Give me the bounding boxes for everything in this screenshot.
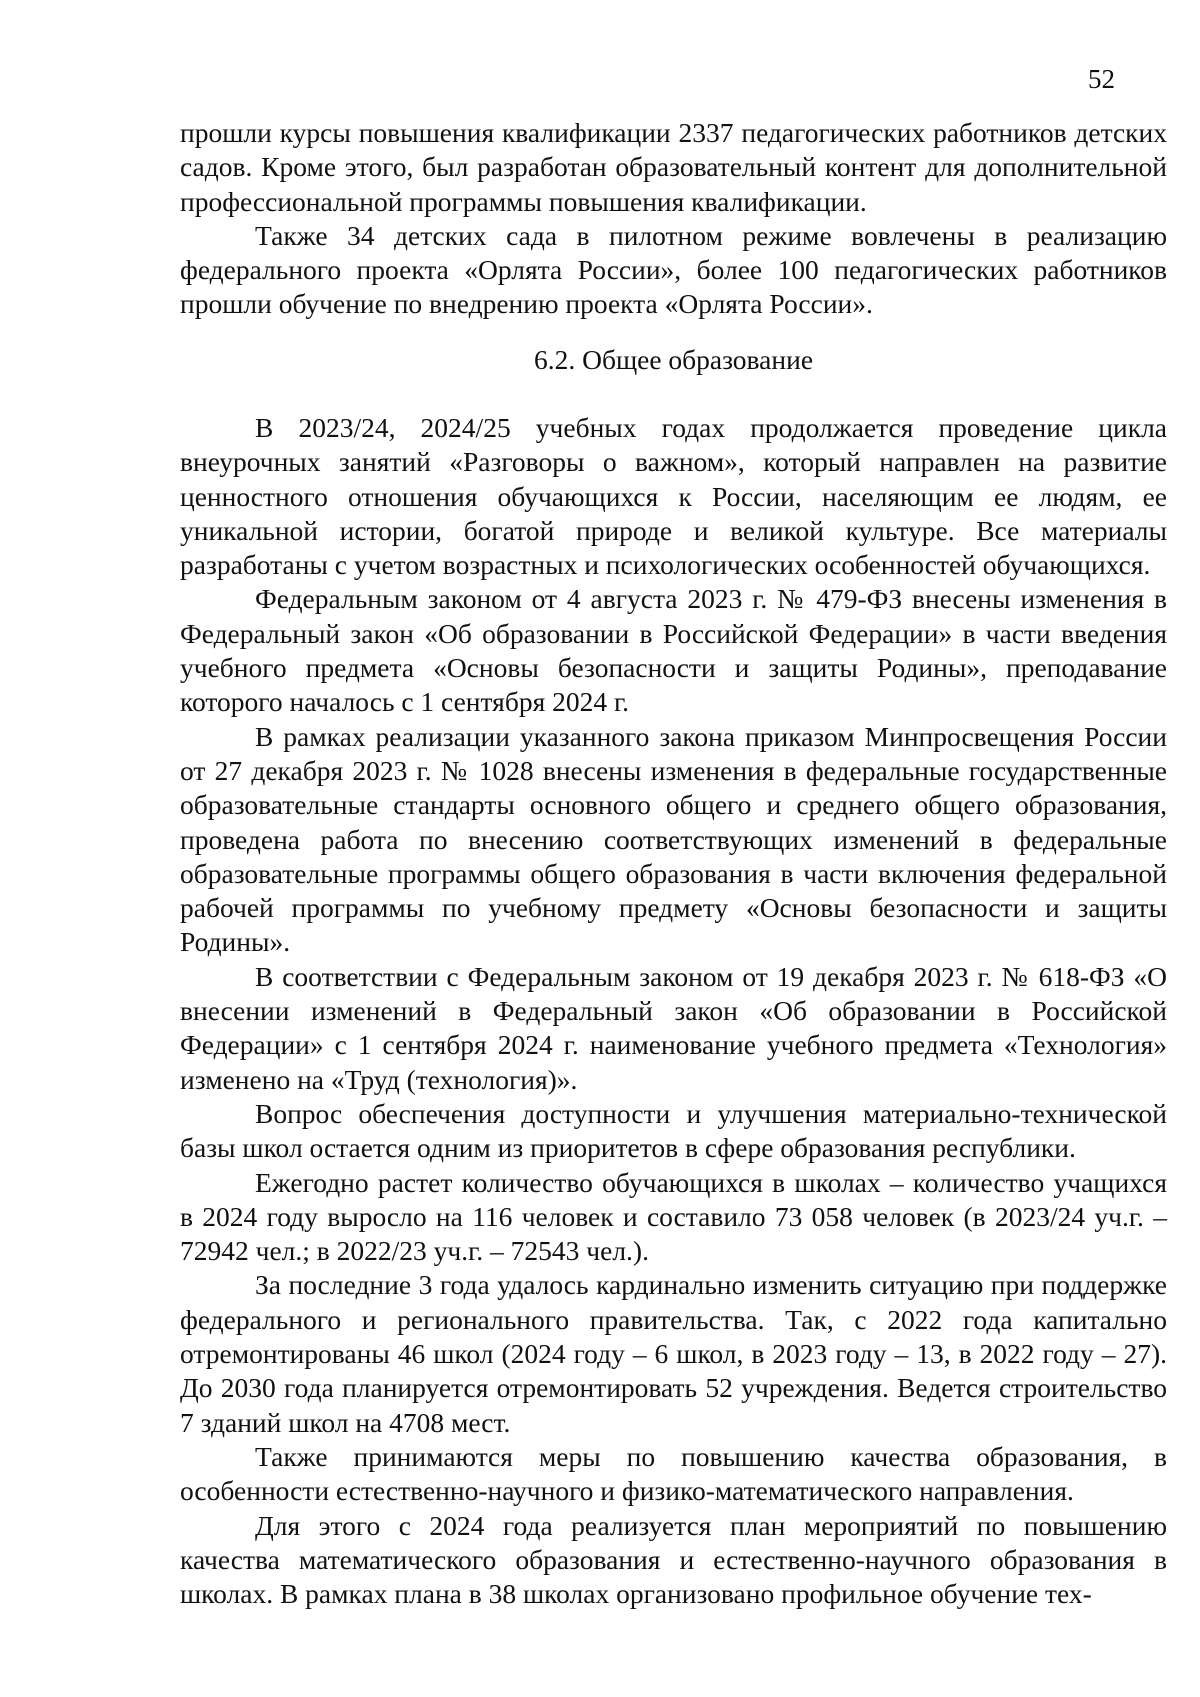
paragraph: Также 34 детских сада в пилотном режиме вовлечены в реализацию федерального проекта «Орлята России», более 100 педагогических работников прошли обучение по внедрению проекта «Орлята России».	[180, 219, 1167, 320]
paragraph: Ежегодно растет количество обучающихся в школах – количество учащихся в 2024 году выросло на 116 человек и составило 73 058 человек (в 2023/24 уч.г. – 72942 чел.; в 2022/23 уч.г. – 72543 чел.).	[180, 1166, 1167, 1267]
paragraph: В соответствии с Федеральным законом от 19 декабря 2023 г. № 618-ФЗ «О внесении изменений в Федеральный закон «Об образовании в Российской Федерации» с 1 сентября 2024 г. наименование учебного предмета «Технология» изменено на «Труд (технология)».	[180, 960, 1167, 1095]
paragraph: Также принимаются меры по повышению качества образования, в особенности естественно-научного и физико-математического направления.	[180, 1440, 1167, 1507]
section-heading: 6.2. Общее образование	[533, 344, 814, 375]
paragraph: В рамках реализации указанного закона приказом Минпросвещения России от 27 декабря 2023 г. № 1028 внесены изменения в федеральные государственные образовательные стандарты основного общего и среднего общего образования, проведена работа по внесению соответствующих изменений в федеральные образовательные программы общего образования в части включения федеральной рабочей программы по учебному предмету «Основы безопасности и защиты Родины».	[180, 720, 1167, 958]
section-body	[180, 411, 1167, 1611]
page-number: 52	[1088, 64, 1115, 94]
paragraph: прошли курсы повышения квалификации 2337 педагогических работников детских садов. Кроме этого, был разработан образовательный контент для дополнительной профессиональной программы повышения квалификации.	[180, 117, 1167, 217]
paragraph: За последние 3 года удалось кардинально изменить ситуацию при поддержке федерального и регионального правительства. Так, с 2022 года капитально отремонтированы 46 школ (2024 году – 6 школ, в 2023 году – 13, в 2022 году – 27). До 2030 года планируется отремонтировать 52 учреждения. Ведется строительство 7 зданий школ на 4708 мест.	[180, 1269, 1167, 1438]
paragraph: Вопрос обеспечения доступности и улучшения материально-технической базы школ остается одним из приоритетов в сфере образования республики.	[180, 1097, 1167, 1164]
paragraph: Для этого с 2024 года реализуется план мероприятий по повышению качества математического образования и естественно-научного образования в школах. В рамках плана в 38 школах организовано профильное обучение тех-	[180, 1509, 1167, 1610]
paragraph: В 2023/24, 2024/25 учебных годах продолжается проведение цикла внеурочных занятий «Разговоры о важном», который направлен на развитие ценностного отношения обучающихся к России, населяющим ее людям, ее уникальной истории, богатой природе и великой культуре. Все материалы разработаны с учетом возрастных и психологических особенностей обучающихся.	[180, 412, 1167, 581]
paragraph: Федеральным законом от 4 августа 2023 г. № 479-ФЗ внесены изменения в Федеральный закон «Об образовании в Российской Федерации» в части введения учебного предмета «Основы безопасности и защиты Родины», преподавание которого началось с 1 сентября 2024 г.	[180, 583, 1167, 718]
intro-text	[180, 116, 1167, 322]
